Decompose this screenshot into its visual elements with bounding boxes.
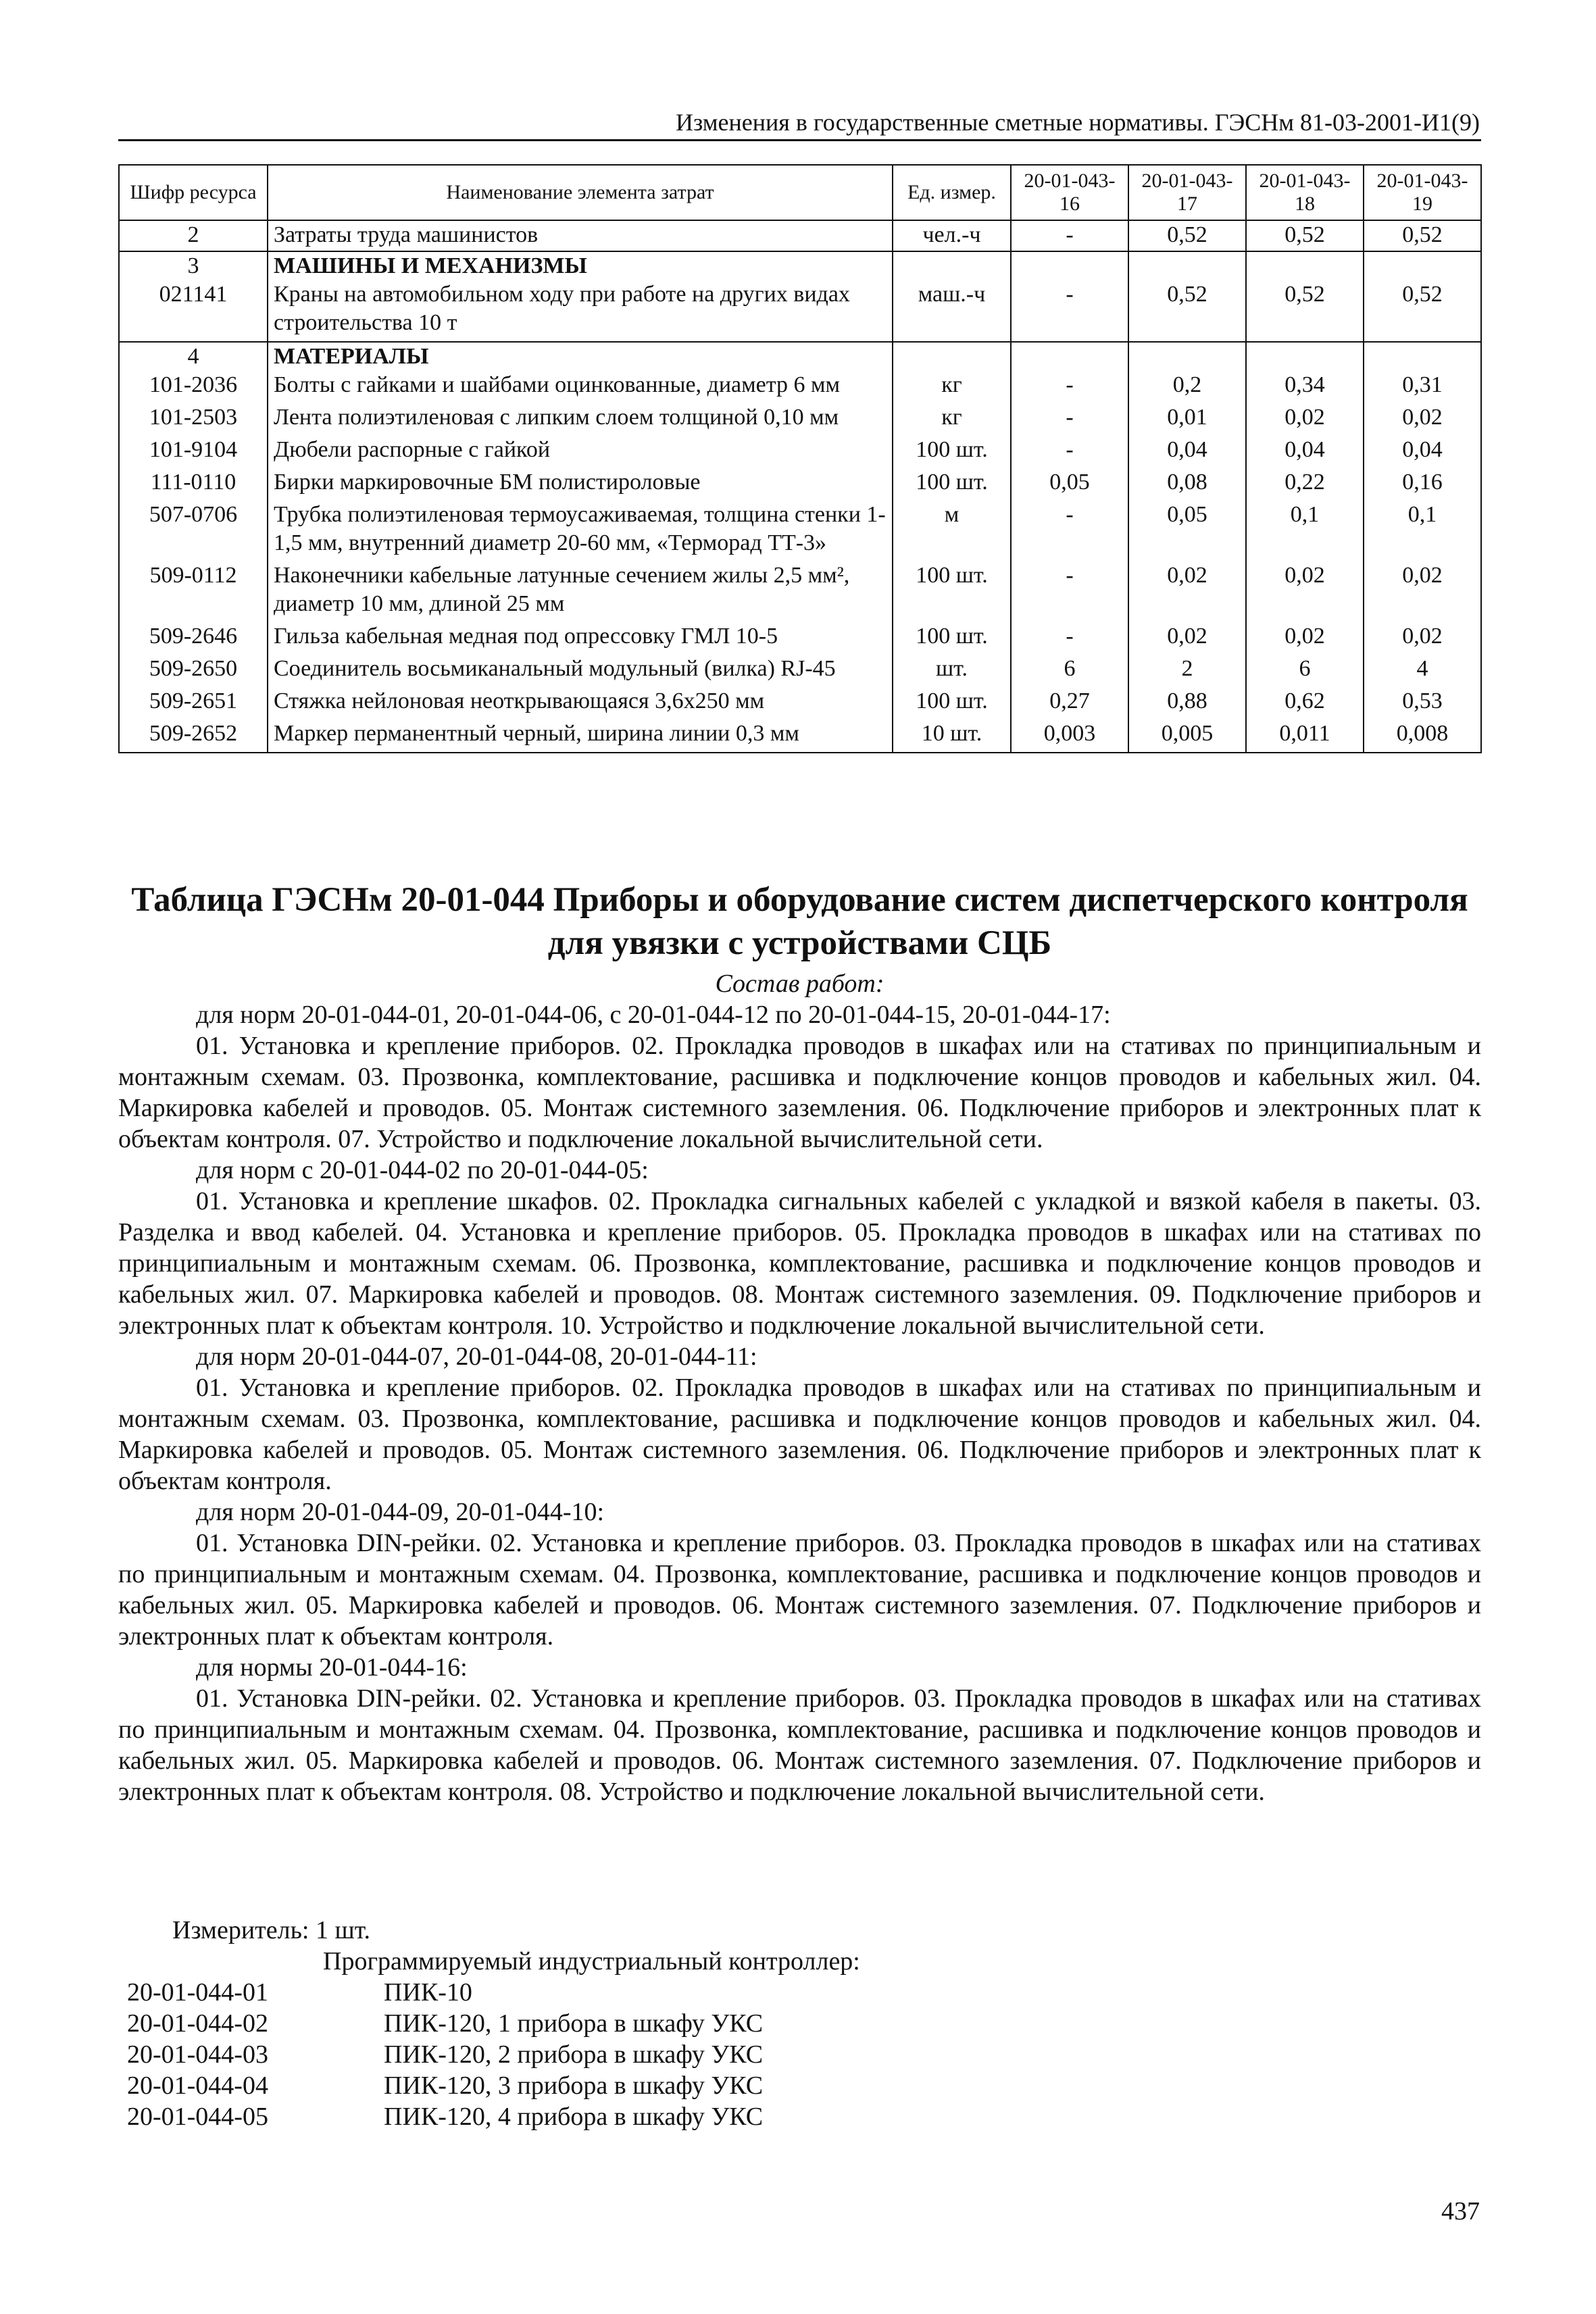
table-row	[119, 561, 1481, 622]
norm-code: 20-01-044-04	[127, 2071, 268, 2100]
header-col-2: 20-01-043-17	[1128, 165, 1246, 220]
labor-v3: 0,52	[1246, 220, 1364, 251]
value-col-4: 0,16	[1364, 468, 1481, 501]
value-col-1: -	[1011, 280, 1128, 342]
value-col-3: 0,52	[1246, 280, 1364, 342]
labor-v2: 0,52	[1128, 220, 1246, 251]
table-row	[119, 468, 1481, 501]
resource-code: 509-2651	[119, 687, 268, 720]
norm-item	[127, 2070, 1005, 2101]
unit: 100 шт.	[893, 436, 1011, 468]
resource-code: 509-2652	[119, 720, 268, 753]
resource-name: Лента полиэтиленовая с липким слоем толщиной 0,10 мм	[268, 403, 893, 436]
header-rule	[118, 139, 1481, 141]
labor-v4: 0,52	[1364, 220, 1481, 251]
value-col-2: 0,88	[1128, 687, 1246, 720]
norm-group-lead: для норм 20-01-044-07, 20-01-044-08, 20-01-044-11:	[196, 1342, 757, 1371]
work-composition-text	[118, 999, 1481, 1807]
value-col-2: 0,05	[1128, 501, 1246, 561]
value-col-2: 2	[1128, 655, 1246, 687]
value-col-3: 0,22	[1246, 468, 1364, 501]
norm-group-lead: для норм 20-01-044-09, 20-01-044-10:	[196, 1498, 605, 1526]
norm-item	[127, 2008, 1005, 2039]
value-col-4: 0,02	[1364, 622, 1481, 655]
resource-name: Краны на автомобильном ходу при работе на других видах строительства 10 т	[268, 280, 893, 342]
unit: 100 шт.	[893, 622, 1011, 655]
norm-description: ПИК-10	[384, 1978, 472, 2007]
labor-row	[119, 220, 1481, 251]
resource-code: 509-0112	[119, 561, 268, 622]
value-col-4: 0,1	[1364, 501, 1481, 561]
value-col-1: -	[1011, 622, 1128, 655]
norm-item	[127, 1977, 1005, 2008]
resource-name: Маркер перманентный черный, ширина линии 0,3 мм	[268, 720, 893, 753]
norm-group-text: 01. Установка DIN-рейки. 02. Установка и крепление приборов. 03. Прокладка проводов в шкафах или на стативах по принципиальным и монтажным схемам. 04. Прозвонка, комплектование, расшивка и подключение концов проводов и кабельных жил. 05. Маркировка кабелей и проводов. 06. Монтаж системного заземления. 07. Подключение приборов и электронных плат к объектам контроля. 08. Устройство и подключение локальной вычислительной сети.	[118, 1684, 1481, 1806]
table-title-line-2: для увязки с устройствами СЦБ	[547, 924, 1052, 962]
resource-code: 101-2503	[119, 403, 268, 436]
resource-code: 101-9104	[119, 436, 268, 468]
table-header-row	[119, 165, 1481, 220]
value-col-2: 0,02	[1128, 561, 1246, 622]
value-col-2: 0,01	[1128, 403, 1246, 436]
norm-code: 20-01-044-05	[127, 2103, 268, 2131]
resource-name: Дюбели распорные с гайкой	[268, 436, 893, 468]
value-col-4: 0,31	[1364, 371, 1481, 403]
norm-group-lead: для норм с 20-01-044-02 по 20-01-044-05:	[196, 1156, 649, 1184]
value-col-3: 0,02	[1246, 403, 1364, 436]
value-col-1: 6	[1011, 655, 1128, 687]
value-col-1: -	[1011, 371, 1128, 403]
resource-table	[118, 164, 1482, 753]
table-row	[119, 720, 1481, 753]
unit: кг	[893, 403, 1011, 436]
header-unit: Ед. измер.	[893, 165, 1011, 220]
value-col-2: 0,02	[1128, 622, 1246, 655]
table-title	[118, 878, 1481, 965]
unit: кг	[893, 371, 1011, 403]
value-col-1: 0,003	[1011, 720, 1128, 753]
materials-section-row	[119, 342, 1481, 371]
value-col-3: 0,1	[1246, 501, 1364, 561]
norm-code: 20-01-044-02	[127, 2009, 268, 2038]
norm-description: ПИК-120, 2 прибора в шкафу УКС	[384, 2040, 764, 2069]
value-col-3: 0,02	[1246, 561, 1364, 622]
resource-name: Болты с гайками и шайбами оцинкованные, диаметр 6 мм	[268, 371, 893, 403]
value-col-1: 0,27	[1011, 687, 1128, 720]
norm-code: 20-01-044-01	[127, 1978, 268, 2007]
value-col-2: 0,04	[1128, 436, 1246, 468]
unit: 100 шт.	[893, 468, 1011, 501]
materials-section-num: 4	[119, 342, 268, 371]
value-col-2: 0,005	[1128, 720, 1246, 753]
norm-group-text: 01. Установка и крепление приборов. 02. Прокладка проводов в шкафах или на стативах по принципиальным и монтажным схемам. 03. Прозвонка, комплектование, расшивка и подключение концов проводов и кабельных жил. 04. Маркировка кабелей и проводов. 05. Монтаж системного заземления. 06. Подключение приборов и электронных плат к объектам контроля.	[118, 1374, 1481, 1495]
header-code: Шифр ресурса	[119, 165, 268, 220]
value-col-1: -	[1011, 501, 1128, 561]
header-col-1: 20-01-043-16	[1011, 165, 1128, 220]
table-row	[119, 501, 1481, 561]
value-col-3: 0,34	[1246, 371, 1364, 403]
value-col-3: 0,04	[1246, 436, 1364, 468]
machines-section-row	[119, 251, 1481, 280]
norm-group-lead: для норм 20-01-044-01, 20-01-044-06, с 20-01-044-12 по 20-01-044-15, 20-01-044-17:	[196, 1001, 1111, 1029]
page-number: 437	[1441, 2197, 1480, 2225]
table-row	[119, 403, 1481, 436]
unit: 100 шт.	[893, 687, 1011, 720]
materials-section-title: МАТЕРИАЛЫ	[268, 342, 893, 371]
value-col-4: 0,008	[1364, 720, 1481, 753]
controller-caption: Программируемый индустриальный контроллер:	[323, 1947, 860, 1976]
header-col-3: 20-01-043-18	[1246, 165, 1364, 220]
meter: Измеритель: 1 шт.	[172, 1916, 370, 1944]
resource-code: 507-0706	[119, 501, 268, 561]
value-col-4: 0,04	[1364, 436, 1481, 468]
unit: 100 шт.	[893, 561, 1011, 622]
value-col-3: 0,02	[1246, 622, 1364, 655]
resource-code: 111-0110	[119, 468, 268, 501]
unit: шт.	[893, 655, 1011, 687]
value-col-4: 0,02	[1364, 403, 1481, 436]
resource-name: Бирки маркировочные БМ полистироловые	[268, 468, 893, 501]
machines-section-title: МАШИНЫ И МЕХАНИЗМЫ	[268, 251, 893, 280]
norm-code: 20-01-044-03	[127, 2040, 268, 2069]
norm-item	[127, 2101, 1005, 2132]
resource-name: Гильза кабельная медная под опрессовку ГМЛ 10-5	[268, 622, 893, 655]
norm-group-text: 01. Установка DIN-рейки. 02. Установка и крепление приборов. 03. Прокладка проводов в шкафах или на стативах по принципиальным и монтажным схемам. 04. Прозвонка, комплектование, расшивка и подключение концов проводов и кабельных жил. 05. Маркировка кабелей и проводов. 06. Монтаж системного заземления. 07. Подключение приборов и электронных плат к объектам контроля.	[118, 1529, 1481, 1651]
resource-name: Трубка полиэтиленовая термоусаживаемая, толщина стенки 1-1,5 мм, внутренний диаметр 20-60 мм, «Терморад ТТ-3»	[268, 501, 893, 561]
resource-code: 509-2650	[119, 655, 268, 687]
work-composition-label: Состав работ:	[715, 970, 884, 998]
value-col-2: 0,2	[1128, 371, 1246, 403]
resource-name: Соединитель восьмиканальный модульный (вилка) RJ-45	[268, 655, 893, 687]
unit: 10 шт.	[893, 720, 1011, 753]
resource-code: 021141	[119, 280, 268, 342]
value-col-1: -	[1011, 561, 1128, 622]
table-row	[119, 436, 1481, 468]
value-col-2: 0,08	[1128, 468, 1246, 501]
labor-name: Затраты труда машинистов	[268, 220, 893, 251]
norm-description: ПИК-120, 4 прибора в шкафу УКС	[384, 2103, 764, 2131]
value-col-4: 0,52	[1364, 280, 1481, 342]
table-row	[119, 622, 1481, 655]
header-col-4: 20-01-043-19	[1364, 165, 1481, 220]
value-col-3: 0,011	[1246, 720, 1364, 753]
norm-description: ПИК-120, 1 прибора в шкафу УКС	[384, 2009, 764, 2038]
resource-name: Наконечники кабельные латунные сечением жилы 2,5 мм², диаметр 10 мм, длиной 25 мм	[268, 561, 893, 622]
machines-section-num: 3	[119, 251, 268, 280]
value-col-3: 0,62	[1246, 687, 1364, 720]
unit: маш.-ч	[893, 280, 1011, 342]
value-col-2: 0,52	[1128, 280, 1246, 342]
unit: м	[893, 501, 1011, 561]
labor-v1: -	[1011, 220, 1128, 251]
value-col-4: 0,53	[1364, 687, 1481, 720]
value-col-4: 0,02	[1364, 561, 1481, 622]
table-title-line-1: Таблица ГЭСНм 20-01-044 Приборы и оборудование систем диспетчерского контроля	[131, 881, 1468, 919]
resource-name: Стяжка нейлоновая неоткрывающаяся 3,6х250 мм	[268, 687, 893, 720]
value-col-1: -	[1011, 436, 1128, 468]
norm-description: ПИК-120, 3 прибора в шкафу УКС	[384, 2071, 764, 2100]
table-row	[119, 280, 1481, 342]
value-col-1: -	[1011, 403, 1128, 436]
norm-group-lead: для нормы 20-01-044-16:	[196, 1653, 468, 1682]
norm-group-text: 01. Установка и крепление шкафов. 02. Прокладка сигнальных кабелей с укладкой и вязкой кабеля в пакеты. 03. Разделка и ввод кабелей. 04. Установка и крепление приборов. 05. Прокладка проводов в шкафах или на стативах по принципиальным и монтажным схемам. 06. Прозвонка, комплектование, расшивка и подключение концов проводов и кабельных жил. 07. Маркировка кабелей и проводов. 08. Монтаж системного заземления. 09. Подключение приборов и электронных плат к объектам контроля. 10. Устройство и подключение локальной вычислительной сети.	[118, 1187, 1481, 1340]
norm-item	[127, 2039, 1005, 2070]
resource-code: 101-2036	[119, 371, 268, 403]
value-col-3: 6	[1246, 655, 1364, 687]
table-row	[119, 655, 1481, 687]
value-col-4: 4	[1364, 655, 1481, 687]
value-col-1: 0,05	[1011, 468, 1128, 501]
table-row	[119, 371, 1481, 403]
labor-num: 2	[119, 220, 268, 251]
norm-list	[127, 1977, 1005, 2132]
header-name: Наименование элемента затрат	[268, 165, 893, 220]
resource-code: 509-2646	[119, 622, 268, 655]
norm-group-text: 01. Установка и крепление приборов. 02. Прокладка проводов в шкафах или на стативах по принципиальным и монтажным схемам. 03. Прозвонка, комплектование, расшивка и подключение концов проводов и кабельных жил. 04. Маркировка кабелей и проводов. 05. Монтаж системного заземления. 06. Подключение приборов и электронных плат к объектам контроля. 07. Устройство и подключение локальной вычислительной сети.	[118, 1032, 1481, 1153]
running-header: Изменения в государственные сметные нормативы. ГЭСНм 81-03-2001-И1(9)	[676, 109, 1480, 136]
table-row	[119, 687, 1481, 720]
labor-unit: чел.-ч	[893, 220, 1011, 251]
